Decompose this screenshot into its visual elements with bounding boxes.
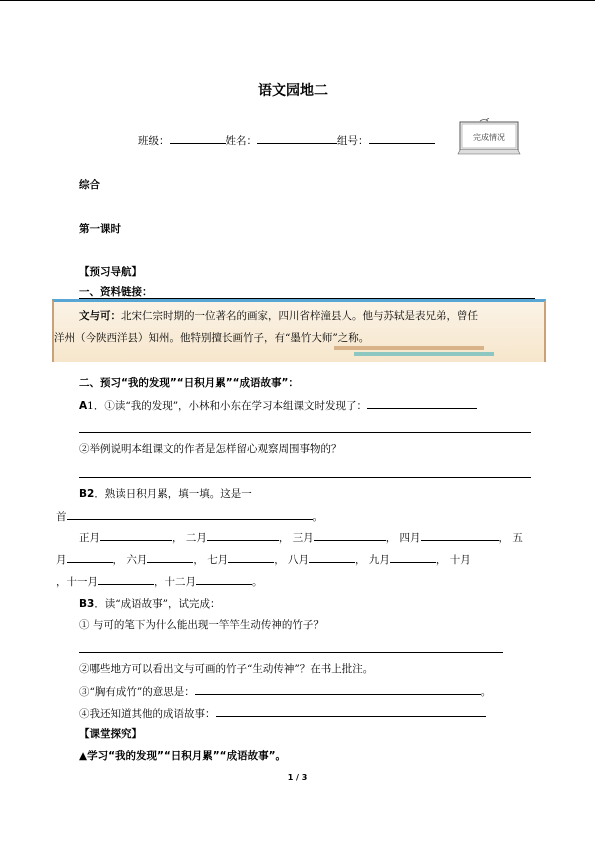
comma: ， <box>278 532 290 544</box>
b3-q1-answer-line[interactable] <box>79 652 503 653</box>
class-label: 班级： <box>138 135 170 147</box>
period: 。 <box>252 576 263 588</box>
months-row3 <box>56 574 263 589</box>
comma: ， <box>435 554 447 566</box>
month-field[interactable] <box>309 552 355 563</box>
a1-q1 <box>79 398 477 413</box>
a1-q2: ②举例说明本组课文的作者是怎样留心观察周围事物的？ <box>79 443 342 455</box>
month-label: ，十一月 <box>56 576 98 588</box>
page-number: 1 / 3 <box>287 773 308 782</box>
b3-q4-text: ④我还知道其他的成语故事： <box>79 708 216 720</box>
b2-question <box>79 487 252 501</box>
b3-question <box>79 597 221 611</box>
comma: ， <box>498 532 510 544</box>
class-explore-heading: 【课堂探究】 <box>79 728 142 740</box>
a1-label: A <box>79 400 88 412</box>
month-field[interactable] <box>207 530 279 541</box>
months-row2 <box>56 552 471 567</box>
class-field[interactable] <box>170 133 226 144</box>
month-label: 正月 <box>79 532 100 544</box>
b2-poem-field[interactable] <box>67 509 313 520</box>
month-field[interactable] <box>314 530 386 541</box>
comma: ， <box>172 532 183 544</box>
month-field[interactable] <box>67 552 113 563</box>
badge-text: 完成情况 <box>473 133 505 142</box>
month-label: 二月 <box>185 532 207 544</box>
month-field[interactable] <box>100 530 172 541</box>
explore-item: ▲学习“我的发现”“日积月累”“成语故事”。 <box>79 750 286 762</box>
month-label: 月 <box>56 554 67 566</box>
month-field[interactable] <box>390 552 436 563</box>
comma: ， <box>385 532 397 544</box>
material-text1: 北宋仁宗时期的一位著名的画家，四川省梓潼县人。他与苏轼是表兄弟，曾任 <box>121 310 478 322</box>
top-rule <box>0 0 595 1</box>
comma: ， <box>112 554 123 566</box>
b3-q4 <box>79 706 486 721</box>
material-line1 <box>79 309 478 323</box>
b3-q3-text: ③“胸有成竹”的意思是： <box>79 686 195 698</box>
b2-line2-end: 。 <box>312 511 323 523</box>
b3-q3-field[interactable] <box>195 684 481 695</box>
month-field[interactable] <box>421 530 499 541</box>
name-label: 姓名： <box>225 135 257 147</box>
b3-q3 <box>79 684 491 699</box>
info-row <box>138 133 435 148</box>
comma: ， <box>193 554 204 566</box>
b3-label: B3 <box>79 598 95 610</box>
a1-answer-field[interactable] <box>367 398 477 409</box>
b3-text: ．读“成语故事”，试完成： <box>94 598 221 610</box>
a1-q2-answer-line[interactable] <box>79 477 531 478</box>
b2-line2-start: 首 <box>56 511 67 523</box>
part2-title: 二、预习“我的发现”“日积月累”“成语故事”： <box>79 377 299 389</box>
months-row1 <box>79 530 523 545</box>
b3-q1: ① 与可的笔下为什么能出现一竿竿生动传神的竹子？ <box>79 619 324 631</box>
book-decoration <box>354 352 494 356</box>
month-label: ，十二月 <box>154 576 196 588</box>
group-label: 组号： <box>337 135 369 147</box>
a1-q1-text: 1．①读“我的发现”，小林和小东在学习本组课文时发现了： <box>87 400 368 412</box>
period: 。 <box>480 686 492 698</box>
book-decoration <box>334 346 484 350</box>
lesson-title: 第一课时 <box>79 223 121 235</box>
b2-line2 <box>56 509 323 524</box>
part1-title: 一、资料链接： <box>79 286 153 298</box>
page-title: 语文园地二 <box>258 83 328 99</box>
month-label: 四月 <box>399 532 421 544</box>
material-bold: 文与可： <box>79 310 121 322</box>
b3-q2: ②哪些地方可以看出文与可画的竹子“生动传神”？在书上批注。 <box>79 663 374 675</box>
b2-text: ．熟读日积月累，填一填。这是一 <box>94 488 252 500</box>
group-field[interactable] <box>369 133 435 144</box>
month-label: 六月 <box>126 554 148 566</box>
month-label: 七月 <box>207 554 229 566</box>
b3-q4-field[interactable] <box>216 706 486 717</box>
completion-badge <box>456 118 522 156</box>
month-label: 九月 <box>368 554 390 566</box>
month-label: 三月 <box>292 532 314 544</box>
month-field[interactable] <box>196 574 252 585</box>
section-zonghe: 综合 <box>79 179 100 191</box>
preview-nav-heading: 【预习导航】 <box>79 266 142 278</box>
month-field[interactable] <box>98 574 154 585</box>
month-field[interactable] <box>228 552 274 563</box>
a1-answer-line[interactable] <box>79 432 531 433</box>
name-field[interactable] <box>257 133 337 144</box>
comma: ， <box>355 554 366 566</box>
month-label: 八月 <box>288 554 310 566</box>
comma: ， <box>274 554 285 566</box>
material-line2: 洋州（今陕西洋县）知州。他特别擅长画竹子，有“墨竹大师”之称。 <box>54 332 370 344</box>
month-label: 五 <box>512 532 523 544</box>
month-label: 十月 <box>449 554 471 566</box>
b2-label: B2 <box>79 488 95 500</box>
month-field[interactable] <box>147 552 193 563</box>
